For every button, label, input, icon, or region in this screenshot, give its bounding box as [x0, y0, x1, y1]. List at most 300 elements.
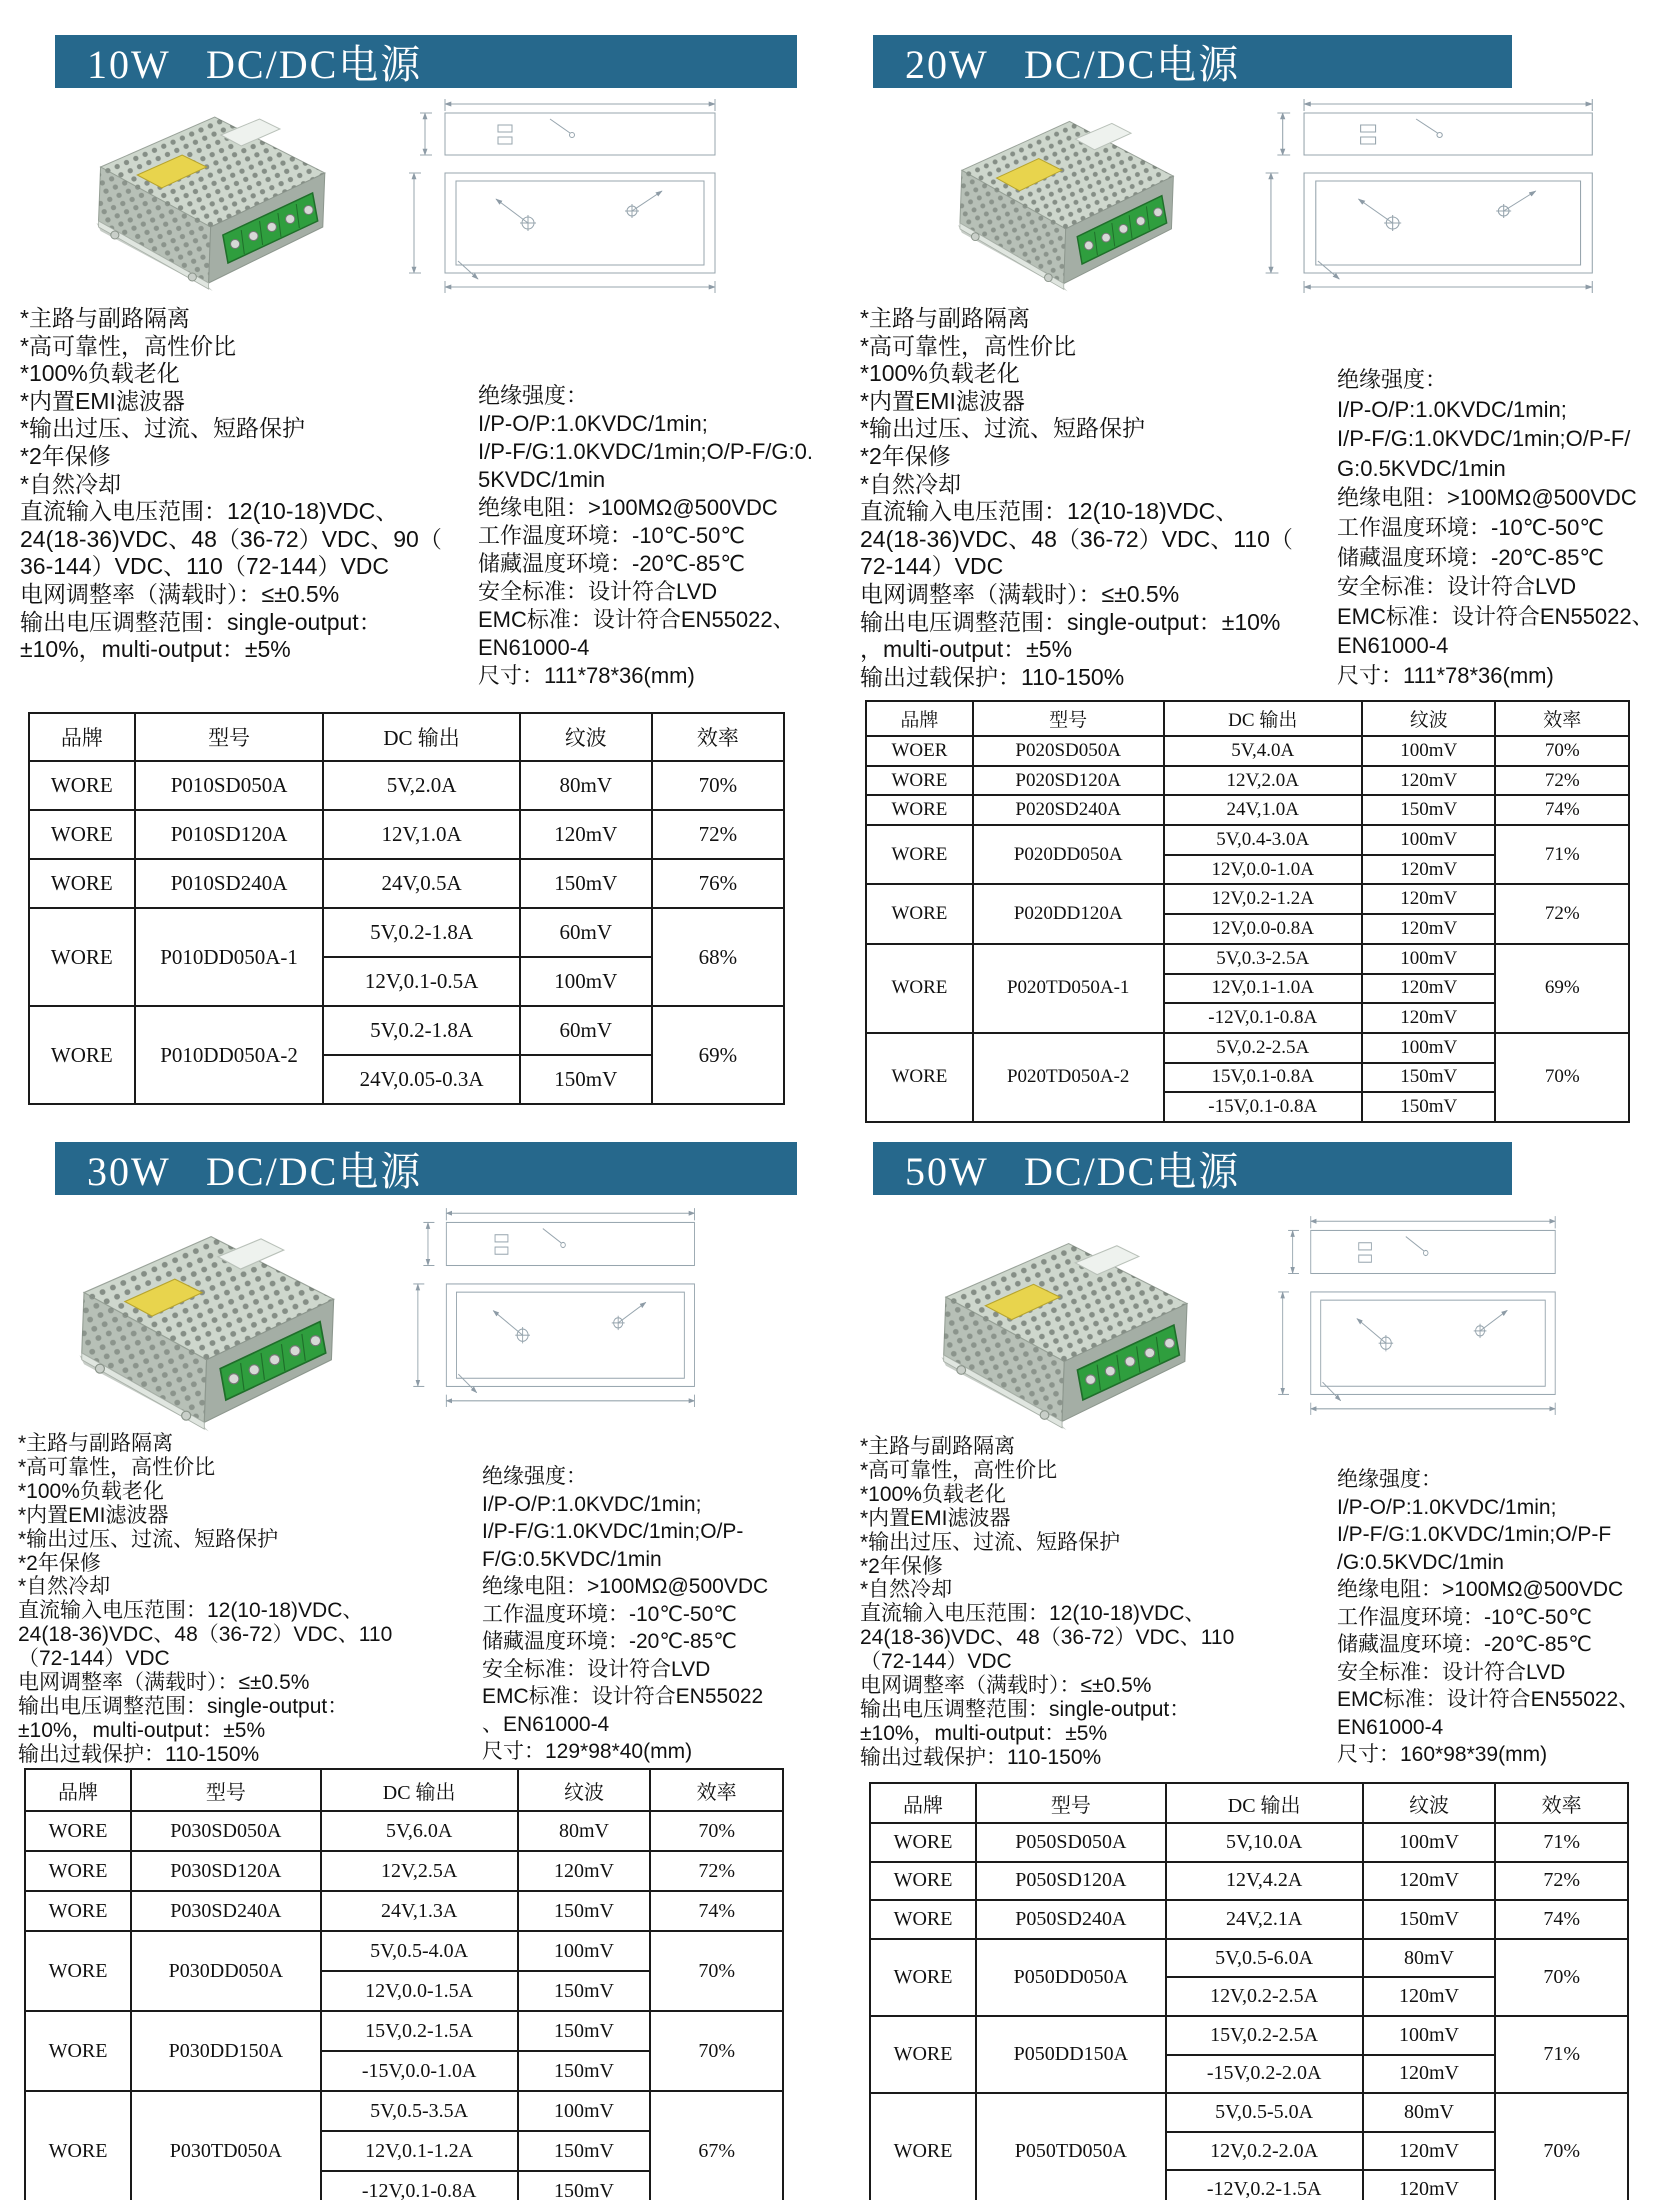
brand-cell: WORE — [866, 825, 973, 884]
text-line: 工作温度环境：-10℃-50℃ — [1337, 1605, 1592, 1629]
text-line: 电网调整率（满载时）：≤±0.5% — [20, 580, 340, 607]
ripple-cell: 120mV — [1362, 884, 1496, 914]
text-line: *100%负载老化 — [20, 360, 180, 387]
ripple-cell: 100mV — [520, 957, 652, 1006]
section-30w — [0, 1100, 830, 2200]
table-row — [866, 884, 1629, 914]
dc-output-cell: 5V,0.4-3.0A — [1164, 825, 1362, 855]
dc-output-cell: 5V,2.0A — [323, 761, 519, 810]
brand-cell: WORE — [870, 1823, 976, 1862]
ripple-cell: 100mV — [1362, 825, 1496, 855]
model-cell: P010DD050A-1 — [135, 908, 324, 1006]
column-header: 效率 — [650, 1769, 783, 1811]
ripple-cell: 120mV — [1363, 2170, 1496, 2200]
spec-list — [1337, 1466, 1639, 1769]
text-line: I/P-F/G:1.0KVDC/1min;O/P-F/G:0. — [478, 439, 813, 464]
brand-cell: WORE — [866, 884, 973, 943]
ripple-cell: 150mV — [518, 1891, 651, 1931]
brand-cell: WORE — [870, 1862, 976, 1901]
efficiency-cell: 70% — [652, 761, 784, 810]
model-cell: P020DD120A — [973, 884, 1164, 943]
text-line: *内置EMI滤波器 — [860, 1506, 1011, 1530]
text-line: EMC标准：设计符合EN55022 — [482, 1685, 764, 1708]
efficiency-cell: 74% — [1495, 795, 1629, 825]
efficiency-cell: 68% — [652, 908, 784, 1006]
efficiency-cell: 74% — [1495, 1900, 1628, 1939]
spec-table — [28, 712, 785, 1105]
text-line: 24(18-36)VDC、48（36-72）VDC、110（ — [860, 525, 1293, 552]
header-row — [25, 1769, 783, 1811]
spec-list — [482, 1463, 768, 1766]
column-header: 效率 — [652, 713, 784, 761]
model-cell: P010SD240A — [135, 859, 324, 908]
text-line: *2年保修 — [860, 442, 951, 469]
brand-cell: WORE — [866, 766, 973, 796]
column-header: 品牌 — [870, 1783, 976, 1823]
model-cell: P010SD120A — [135, 810, 324, 859]
dc-output-cell: 5V,0.2-1.8A — [323, 908, 519, 957]
efficiency-cell: 69% — [1495, 944, 1629, 1033]
text-line: 24(18-36)VDC、48（36-72）VDC、90（ — [20, 525, 442, 552]
table-row — [25, 2011, 783, 2051]
column-header: 品牌 — [866, 701, 973, 736]
ripple-cell: 150mV — [518, 2051, 651, 2091]
efficiency-cell: 70% — [650, 1811, 783, 1851]
text-line: *输出过压、过流、短路保护 — [860, 1530, 1121, 1554]
text-line: ±10%，multi-output：±5% — [20, 636, 291, 663]
efficiency-cell: 70% — [650, 2011, 783, 2091]
dimension-drawing — [405, 1204, 745, 1409]
ripple-cell: 150mV — [1362, 1063, 1496, 1093]
section-20w — [833, 0, 1663, 1118]
text-line: *输出过压、过流、短路保护 — [20, 415, 305, 442]
ripple-cell: 120mV — [1363, 2132, 1496, 2171]
text-line: 输出电压调整范围：single-output： — [18, 1694, 349, 1718]
ripple-cell: 120mV — [1362, 1003, 1496, 1033]
table-row — [870, 1939, 1628, 1978]
dc-output-cell: -12V,0.2-1.5A — [1166, 2170, 1363, 2200]
brand-cell: WORE — [25, 1851, 131, 1891]
text-line: 36-144）VDC、110（72-144）VDC — [20, 553, 390, 580]
table-row — [870, 2093, 1628, 2132]
brand-cell: WORE — [25, 2091, 131, 2200]
table-row — [29, 859, 784, 908]
ripple-cell: 100mV — [518, 1931, 651, 1971]
text-line: *高可靠性，高性价比 — [860, 332, 1076, 359]
ripple-cell: 60mV — [520, 1006, 652, 1055]
table-row — [29, 761, 784, 810]
brand-cell: WORE — [29, 1006, 135, 1104]
model-cell: P050SD240A — [976, 1900, 1166, 1939]
table-row — [866, 1033, 1629, 1063]
text-line: 输出电压调整范围：single-output：±10% — [860, 608, 1281, 635]
brand-cell: WORE — [29, 810, 135, 859]
dc-output-cell: 12V,2.0A — [1164, 766, 1362, 796]
column-header: DC 输出 — [1164, 701, 1362, 736]
table-row — [25, 1891, 783, 1931]
dc-output-cell: 5V,10.0A — [1166, 1823, 1363, 1862]
text-line: 储藏温度环境：-20℃-85℃ — [482, 1630, 737, 1653]
brand-cell: WORE — [870, 2093, 976, 2200]
ripple-cell: 120mV — [1363, 1862, 1496, 1901]
brand-cell: WORE — [870, 1900, 976, 1939]
text-line: 直流输入电压范围：12(10-18)VDC、 — [20, 498, 399, 525]
column-header: 纹波 — [518, 1769, 651, 1811]
ripple-cell: 80mV — [1363, 2093, 1496, 2132]
ripple-cell: 100mV — [1363, 2016, 1496, 2055]
dc-output-cell: 12V,0.1-0.5A — [323, 957, 519, 1006]
table-row — [25, 1851, 783, 1891]
model-table — [28, 712, 785, 1105]
text-line: 5KVDC/1min — [478, 467, 606, 492]
model-table — [24, 1768, 784, 2200]
text-line: 输出过载保护：110-150% — [860, 663, 1125, 690]
ripple-cell: 150mV — [518, 2131, 651, 2171]
brand-cell: WOER — [866, 736, 973, 766]
text-line: 安全标准：设计符合LVD — [478, 579, 718, 604]
ripple-cell: 80mV — [1363, 1939, 1496, 1978]
brand-cell: WORE — [870, 2016, 976, 2093]
table-row — [866, 795, 1629, 825]
text-line: *100%负载老化 — [860, 360, 1020, 387]
ripple-cell: 120mV — [1362, 914, 1496, 944]
model-cell: P020TD050A-2 — [973, 1033, 1164, 1122]
text-line: *高可靠性，高性价比 — [18, 1455, 216, 1479]
dc-output-cell: 5V,0.5-5.0A — [1166, 2093, 1363, 2132]
ripple-cell: 150mV — [1363, 1900, 1496, 1939]
dc-output-cell: 12V,0.2-2.0A — [1166, 2132, 1363, 2171]
text-line: ±10%，multi-output：±5% — [860, 1721, 1108, 1745]
text-line: 直流输入电压范围：12(10-18)VDC、 — [860, 1602, 1206, 1626]
text-line: *输出过压、过流、短路保护 — [18, 1527, 279, 1551]
text-line: 储藏温度环境：-20℃-85℃ — [478, 551, 746, 576]
text-line: *2年保修 — [18, 1551, 101, 1575]
dimension-drawing — [400, 95, 770, 295]
ripple-cell: 120mV — [518, 1851, 651, 1891]
efficiency-cell: 74% — [650, 1891, 783, 1931]
model-cell: P010SD050A — [135, 761, 324, 810]
dc-output-cell: 5V,0.2-1.8A — [323, 1006, 519, 1055]
brand-cell: WORE — [29, 908, 135, 1006]
product-photo — [933, 100, 1183, 305]
ripple-cell: 150mV — [520, 859, 652, 908]
dimension-outline — [400, 95, 770, 295]
ripple-cell: 150mV — [518, 2011, 651, 2051]
text-line: *高可靠性，高性价比 — [20, 332, 236, 359]
text-line: 输出电压调整范围：single-output： — [20, 608, 382, 635]
dc-output-cell: 15V,0.2-2.5A — [1166, 2016, 1363, 2055]
dc-output-cell: 5V,0.3-2.5A — [1164, 944, 1362, 974]
table-row — [29, 1006, 784, 1055]
table-row — [25, 1931, 783, 1971]
column-header: 纹波 — [1362, 701, 1496, 736]
spec-table — [865, 700, 1630, 1123]
text-line: EMC标准：设计符合EN55022、 — [1337, 603, 1654, 629]
text-line: 绝缘电阻：>100MΩ@500VDC — [478, 495, 778, 520]
model-cell: P030DD050A — [131, 1931, 321, 2011]
brand-cell: WORE — [25, 2011, 131, 2091]
column-header: 效率 — [1495, 1783, 1628, 1823]
text-line: 安全标准：设计符合LVD — [1337, 1660, 1566, 1684]
text-line: 绝缘强度： — [1337, 367, 1448, 392]
efficiency-cell: 71% — [1495, 1823, 1628, 1862]
ripple-cell: 80mV — [520, 761, 652, 810]
text-line: *内置EMI滤波器 — [18, 1503, 169, 1527]
dc-output-cell: 12V,2.5A — [321, 1851, 518, 1891]
dc-output-cell: 12V,0.2-2.5A — [1166, 1977, 1363, 2016]
dc-output-cell: 15V,0.1-0.8A — [1164, 1063, 1362, 1093]
text-line: *100%负载老化 — [18, 1479, 164, 1503]
text-line: 尺寸：111*78*36(mm) — [1337, 662, 1554, 688]
model-cell: P030SD050A — [131, 1811, 321, 1851]
model-cell: P030DD150A — [131, 2011, 321, 2091]
header-row — [870, 1783, 1628, 1823]
dc-output-cell: 24V,0.5A — [323, 859, 519, 908]
dc-output-cell: 24V,1.0A — [1164, 795, 1362, 825]
table-row — [870, 1823, 1628, 1862]
column-header: DC 输出 — [1166, 1783, 1363, 1823]
feature-list — [18, 1432, 392, 1767]
dc-output-cell: 5V,4.0A — [1164, 736, 1362, 766]
brand-cell: WORE — [866, 795, 973, 825]
table-row — [25, 1811, 783, 1851]
table-row — [870, 2016, 1628, 2055]
ripple-cell: 150mV — [1362, 795, 1496, 825]
efficiency-cell: 71% — [1495, 2016, 1628, 2093]
text-line: 绝缘电阻：>100MΩ@500VDC — [1337, 485, 1637, 511]
model-cell: P050DD150A — [976, 2016, 1166, 2093]
text-line: 绝缘强度： — [478, 383, 589, 408]
column-header: 效率 — [1495, 701, 1629, 736]
brand-cell: WORE — [29, 761, 135, 810]
text-line: 工作温度环境：-10℃-50℃ — [478, 523, 746, 548]
efficiency-cell: 72% — [650, 1851, 783, 1891]
table-row — [29, 908, 784, 957]
brand-cell: WORE — [25, 1891, 131, 1931]
text-line: G:0.5KVDC/1min — [1337, 455, 1506, 481]
dc-output-cell: 24V,1.3A — [321, 1891, 518, 1931]
table-row — [870, 1862, 1628, 1901]
column-header: DC 输出 — [323, 713, 519, 761]
text-line: 24(18-36)VDC、48（36-72）VDC、110 — [18, 1623, 393, 1647]
text-line: I/P-F/G:1.0KVDC/1min;O/P- — [482, 1520, 744, 1543]
ripple-cell: 150mV — [1362, 1092, 1496, 1122]
brand-cell: WORE — [25, 1811, 131, 1851]
efficiency-cell: 70% — [1495, 736, 1629, 766]
brand-cell: WORE — [25, 1931, 131, 2011]
ripple-cell: 100mV — [1362, 736, 1496, 766]
dimension-drawing — [1270, 1212, 1605, 1417]
text-line: I/P-O/P:1.0KVDC/1min; — [1337, 396, 1567, 422]
dc-output-cell: -12V,0.1-0.8A — [1164, 1003, 1362, 1033]
dc-output-cell: 5V,0.5-6.0A — [1166, 1939, 1363, 1978]
text-line: 绝缘强度： — [1337, 1468, 1442, 1491]
text-line: *自然冷却 — [860, 470, 961, 497]
text-line: EN61000-4 — [1337, 633, 1449, 659]
text-line: EMC标准：设计符合EN55022、 — [478, 607, 795, 632]
efficiency-cell: 72% — [1495, 884, 1629, 943]
dc-output-cell: 12V,0.1-1.2A — [321, 2131, 518, 2171]
efficiency-cell: 71% — [1495, 825, 1629, 884]
text-line: I/P-O/P:1.0KVDC/1min; — [478, 411, 708, 436]
dc-output-cell: 12V,0.1-1.0A — [1164, 974, 1362, 1004]
ripple-cell: 60mV — [520, 908, 652, 957]
model-table — [865, 700, 1630, 1123]
column-header: 品牌 — [25, 1769, 131, 1811]
text-line: EMC标准：设计符合EN55022、 — [1337, 1688, 1640, 1711]
ripple-cell: 150mV — [518, 2171, 651, 2200]
text-line: I/P-F/G:1.0KVDC/1min;O/P-F/ — [1337, 426, 1631, 452]
brand-cell: WORE — [866, 1033, 973, 1122]
efficiency-cell: 72% — [1495, 1862, 1628, 1901]
brand-cell: WORE — [866, 944, 973, 1033]
spec-list — [478, 382, 813, 690]
feature-list — [860, 305, 1293, 691]
text-line: EN61000-4 — [1337, 1715, 1444, 1739]
table-row — [870, 1900, 1628, 1939]
ripple-cell: 80mV — [518, 1811, 651, 1851]
text-line: 储藏温度环境：-20℃-85℃ — [1337, 544, 1605, 570]
efficiency-cell: 72% — [652, 810, 784, 859]
model-cell: P010DD050A-2 — [135, 1006, 324, 1104]
dc-output-cell: 12V,0.0-1.5A — [321, 1971, 518, 2011]
text-line: 输出电压调整范围：single-output： — [860, 1697, 1191, 1721]
section-10w-banner: 10W DC/DC电源 — [55, 35, 797, 88]
text-line: 直流输入电压范围：12(10-18)VDC、 — [860, 498, 1239, 525]
text-line: *主路与副路隔离 — [18, 1432, 174, 1455]
dimension-outline — [405, 1204, 745, 1409]
model-cell: P020SD050A — [973, 736, 1164, 766]
dc-output-cell: 12V,0.0-1.0A — [1164, 855, 1362, 885]
dc-output-cell: -15V,0.0-1.0A — [321, 2051, 518, 2091]
column-header: 品牌 — [29, 713, 135, 761]
text-line: I/P-O/P:1.0KVDC/1min; — [1337, 1495, 1557, 1519]
section-20w-banner: 20W DC/DC电源 — [873, 35, 1512, 88]
text-line: ，multi-output：±5% — [860, 636, 1073, 663]
text-line: 尺寸：111*78*36(mm) — [478, 663, 695, 688]
ripple-cell: 150mV — [518, 1971, 651, 2011]
text-line: 24(18-36)VDC、48（36-72）VDC、110 — [860, 1626, 1235, 1650]
ripple-cell: 120mV — [1362, 974, 1496, 1004]
psu-case-illustration — [913, 1220, 1198, 1445]
dc-output-cell: 12V,0.2-1.2A — [1164, 884, 1362, 914]
dc-output-cell: 15V,0.2-1.5A — [321, 2011, 518, 2051]
text-line: *自然冷却 — [18, 1575, 111, 1599]
product-photo — [913, 1220, 1198, 1445]
ripple-cell: 100mV — [1362, 1033, 1496, 1063]
text-line: 绝缘电阻：>100MΩ@500VDC — [482, 1575, 769, 1598]
ripple-cell: 100mV — [1363, 1823, 1496, 1862]
ripple-cell: 120mV — [1362, 855, 1496, 885]
efficiency-cell: 67% — [650, 2091, 783, 2200]
text-line: *2年保修 — [860, 1554, 943, 1578]
ripple-cell: 120mV — [520, 810, 652, 859]
efficiency-cell: 70% — [1495, 2093, 1628, 2200]
text-line: 直流输入电压范围：12(10-18)VDC、 — [18, 1599, 364, 1623]
text-line: （72-144）VDC — [18, 1647, 170, 1671]
model-cell: P050SD050A — [976, 1823, 1166, 1862]
ripple-cell: 120mV — [1362, 766, 1496, 796]
dc-output-cell: 12V,0.0-0.8A — [1164, 914, 1362, 944]
header-row — [866, 701, 1629, 736]
text-line: *100%负载老化 — [860, 1482, 1006, 1506]
efficiency-cell: 70% — [1495, 1939, 1628, 2016]
model-cell: P030TD050A — [131, 2091, 321, 2200]
psu-case-illustration — [70, 95, 335, 305]
text-line: ±10%，multi-output：±5% — [18, 1718, 266, 1742]
ripple-cell: 100mV — [518, 2091, 651, 2131]
text-line: 电网调整率（满载时）：≤±0.5% — [860, 580, 1180, 607]
text-line: *自然冷却 — [860, 1578, 953, 1602]
section-50w — [833, 1100, 1663, 2200]
model-cell: P020SD240A — [973, 795, 1164, 825]
text-line: *自然冷却 — [20, 470, 121, 497]
product-photo — [50, 1212, 345, 1447]
text-line: 安全标准：设计符合LVD — [482, 1657, 711, 1681]
model-cell: P030SD240A — [131, 1891, 321, 1931]
dimension-outline — [1256, 95, 1651, 295]
feature-list — [20, 305, 442, 664]
model-cell: P020SD120A — [973, 766, 1164, 796]
column-header: 型号 — [976, 1783, 1166, 1823]
section-30w-banner: 30W DC/DC电源 — [55, 1142, 797, 1195]
dc-output-cell: 24V,2.1A — [1166, 1900, 1363, 1939]
column-header: 型号 — [973, 701, 1164, 736]
text-line: 安全标准：设计符合LVD — [1337, 574, 1577, 600]
text-line: EN61000-4 — [478, 635, 590, 660]
dc-output-cell: 5V,0.2-2.5A — [1164, 1033, 1362, 1063]
brand-cell: WORE — [29, 859, 135, 908]
text-line: I/P-F/G:1.0KVDC/1min;O/P-F — [1337, 1523, 1612, 1546]
psu-case-illustration — [933, 100, 1183, 305]
text-line: （72-144）VDC — [860, 1650, 1012, 1674]
efficiency-cell: 69% — [652, 1006, 784, 1104]
text-line: I/P-O/P:1.0KVDC/1min; — [482, 1492, 702, 1516]
text-line: 输出过载保护：110-150% — [860, 1745, 1102, 1769]
text-line: *主路与副路隔离 — [860, 305, 1030, 331]
text-line: 、EN61000-4 — [482, 1712, 610, 1736]
text-line: *主路与副路隔离 — [860, 1435, 1016, 1458]
column-header: 纹波 — [1363, 1783, 1496, 1823]
dc-output-cell: 5V,0.5-3.5A — [321, 2091, 518, 2131]
dc-output-cell: 24V,0.05-0.3A — [323, 1055, 519, 1104]
psu-case-illustration — [50, 1212, 345, 1447]
brand-cell: WORE — [870, 1939, 976, 2016]
dc-output-cell: 12V,4.2A — [1166, 1862, 1363, 1901]
text-line: 输出过载保护：110-150% — [18, 1742, 260, 1766]
dc-output-cell: -15V,0.1-0.8A — [1164, 1092, 1362, 1122]
model-cell: P020DD050A — [973, 825, 1164, 884]
text-line: 工作温度环境：-10℃-50℃ — [1337, 514, 1605, 540]
section-50w-banner: 50W DC/DC电源 — [873, 1142, 1512, 1195]
section-10w — [0, 0, 830, 1100]
header-row — [29, 713, 784, 761]
model-cell: P050SD120A — [976, 1862, 1166, 1901]
dimension-drawing — [1256, 95, 1651, 295]
dc-output-cell: -12V,0.1-0.8A — [321, 2171, 518, 2200]
ripple-cell: 120mV — [1363, 2055, 1496, 2094]
spec-table — [24, 1768, 784, 2200]
efficiency-cell: 76% — [652, 859, 784, 908]
table-row — [25, 2091, 783, 2131]
text-line: F/G:0.5KVDC/1min — [482, 1547, 662, 1571]
dc-output-cell: 5V,6.0A — [321, 1811, 518, 1851]
text-line: 储藏温度环境：-20℃-85℃ — [1337, 1633, 1592, 1656]
ripple-cell: 150mV — [520, 1055, 652, 1104]
column-header: 型号 — [135, 713, 324, 761]
dc-output-cell: 12V,1.0A — [323, 810, 519, 859]
column-header: 型号 — [131, 1769, 321, 1811]
